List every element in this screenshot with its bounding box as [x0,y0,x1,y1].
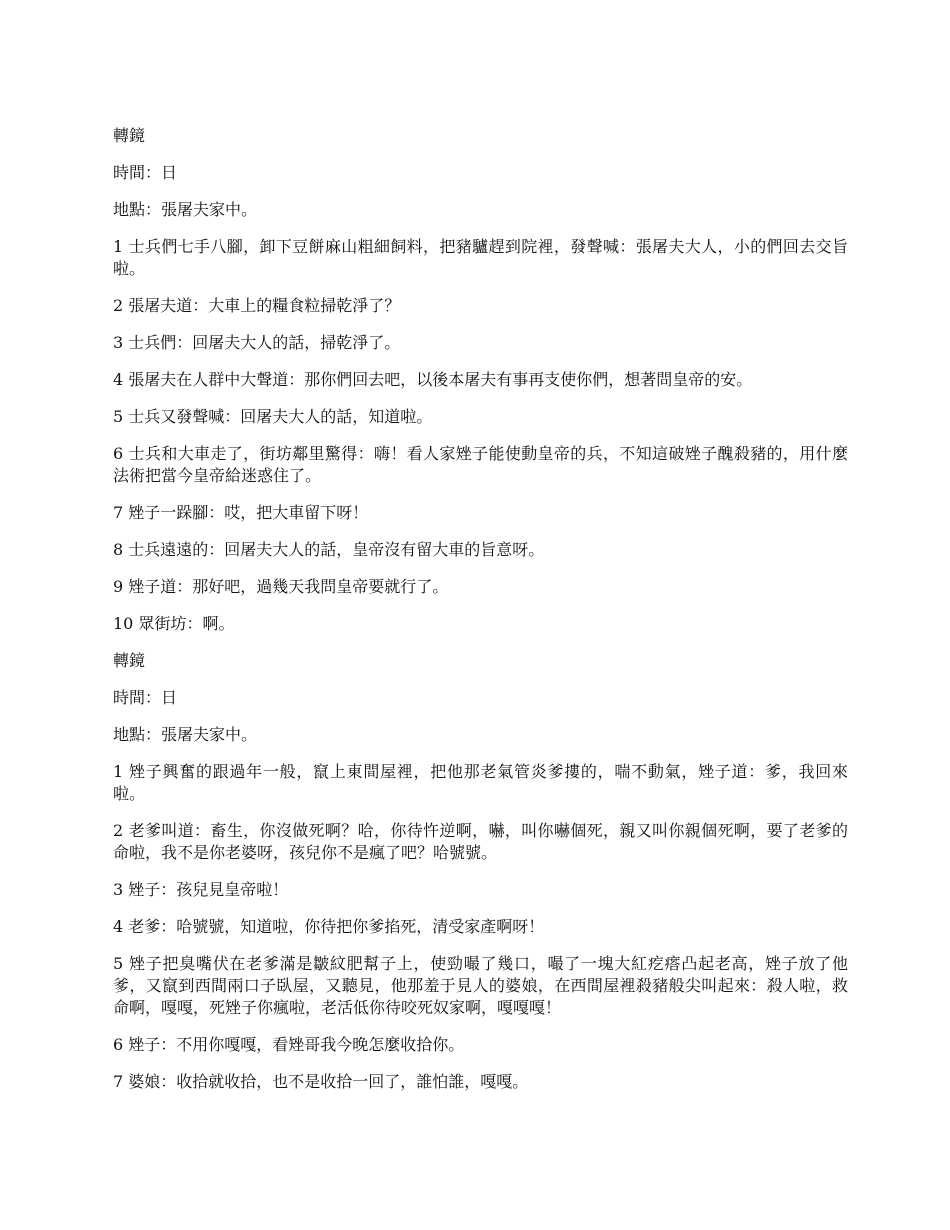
script-line: 4 張屠夫在人群中大聲道：那你們回去吧，以後本屠夫有事再支使你們，想著問皇帝的安。 [113,370,753,389]
scene-location: 地點：張屠夫家中。 [113,200,258,219]
script-line: 5 矬子把臭嘴伏在老爹滿是皺紋肥幫子上，使勁嘬了幾口，嘬了一塊大紅疙瘩凸起老高，矬子放了他爹，又竄到西間兩口子臥屋，又聽見，他那羞于見人的婆娘，在西間屋裡殺豬般尖叫起來：殺人啦，救命啊，嘎嘎，死矬子你瘋啦，老活低你待咬死奴家啊，嘎嘎嘎！ [113,954,848,1017]
script-line: 8 士兵遠遠的：回屠夫大人的話，皇帝沒有留大車的旨意呀。 [113,540,545,559]
scene-time: 時間：日 [113,688,178,707]
script-line: 3 士兵們：回屠夫大人的話，掃乾淨了。 [113,333,401,352]
scene-time: 時間：日 [113,163,178,182]
script-line: 1 士兵們七手八腳，卸下豆餅麻山粗細飼料，把豬驢趕到院裡，發聲喊：張屠夫大人，小的們回去交旨啦。 [113,237,848,278]
script-line: 7 矬子一跺腳：哎，把大車留下呀！ [113,503,369,522]
script-line: 2 張屠夫道：大車上的糧食粒掃乾淨了？ [113,296,401,315]
script-line: 9 矬子道：那好吧，過幾天我問皇帝要就行了。 [113,577,449,596]
script-line: 5 士兵又發聲喊：回屠夫大人的話，知道啦。 [113,407,433,426]
script-line: 2 老爹叫道：畜生，你沒做死啊？哈，你待忤逆啊，嚇，叫你嚇個死，親又叫你親個死啊，要了老爹的命啦，我不是你老婆呀，孩兒你不是瘋了吧？哈號號。 [113,821,848,862]
script-line: 1 矬子興奮的跟過年一般，竄上東間屋裡，把他那老氣管炎爹摟的，喘不動氣，矬子道：爹，我回來啦。 [113,762,848,803]
script-line: 7 婆娘：收拾就收拾，也不是收拾一回了，誰怕誰，嘎嘎。 [113,1072,529,1091]
script-line: 3 矬子：孩兒見皇帝啦！ [113,880,289,899]
scene-location: 地點：張屠夫家中。 [113,725,258,744]
document-page [113,125,848,1108]
scene-heading: 轉鏡 [113,126,146,145]
scene-heading: 轉鏡 [113,651,146,670]
script-line: 6 矬子：不用你嘎嘎，看矬哥我今晚怎麼收拾你。 [113,1035,465,1054]
script-line: 6 士兵和大車走了，街坊鄰里驚得：嗨！看人家矬子能使動皇帝的兵，不知這破矬子醜殺豬的，用什麼法術把當今皇帝給迷惑住了。 [113,444,848,485]
script-line: 4 老爹：哈號號，知道啦，你待把你爹掐死，清受家產啊呀！ [113,917,545,936]
script-line: 10 眾街坊：啊。 [113,614,235,633]
